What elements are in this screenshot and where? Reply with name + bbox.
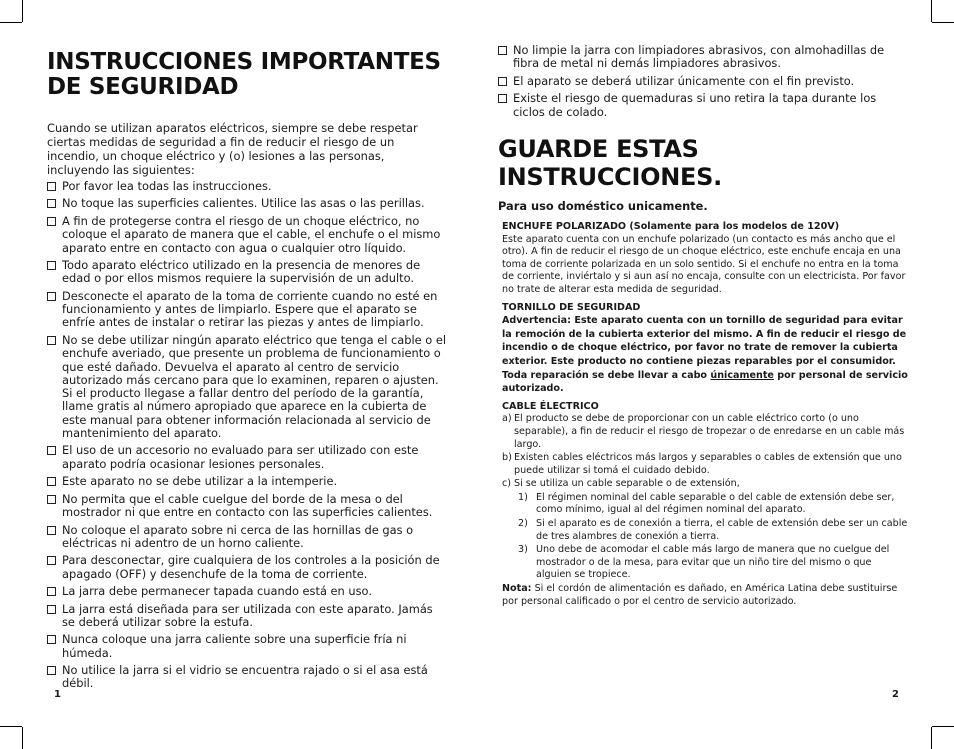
security-screw-heading: TORNILLO DE SEGURIDAD (502, 301, 641, 313)
checkbox-icon (47, 556, 56, 565)
list-item: No limpie la jarra con limpiadores abrasivos, con almohadillas de fibra de metal ni demás limpiadores abrasivos. (498, 44, 908, 71)
list-item: No permita que el cable cuelgue del borde de la mesa o del mostrador ni que entre en contacto con las superficies calientes. (47, 493, 449, 520)
checkbox-icon (498, 77, 507, 86)
checkbox-icon (47, 446, 56, 455)
right-page (498, 44, 908, 213)
list-item: No se debe utilizar ningún aparato eléctrico que tenga el cable o el enchufe averiado, que presente un problema de funcionamiento o que esté dañado. Devuelva el aparato al centro de servicio autorizado más cercano para que lo examinen, reparen o ajusten. Si el producto llegase a fallar dentro del período de la garantía, llame gratis al número apropiado que aparece en la cubierta de este manual para obtener información relacionada al servicio de mantenimiento del aparato. (47, 334, 449, 440)
safety-title-line2: DE SEGURIDAD (47, 74, 239, 100)
checkbox-icon (498, 94, 507, 103)
polarized-plug-heading: ENCHUFE POLARIZADO (Solamente para los modelos de 120V) (502, 221, 840, 232)
security-screw-text: Advertencia: Este aparato cuenta con un tornillo de seguridad para evitar la remoción de la cubierta exterior del mismo. A fin de reducir el riesgo de incendio o de choque eléctrico, por favor no trate de remover la cubierta exterior. Este producto no contiene piezas reparables por el consumidor. Toda reparación se debe llevar a cabo únicamente por personal de servicio autorizado. (502, 315, 908, 395)
list-item: c) Si se utiliza un cable separable o de extensión, (502, 478, 740, 490)
power-cord-heading: CABLE ÉLECTRICO (502, 400, 599, 412)
checkbox-icon (47, 292, 56, 301)
list-item: El aparato se deberá utilizar únicamente con el fin previsto. (498, 75, 908, 88)
checkbox-icon (47, 635, 56, 644)
save-instructions-title: GUARDE ESTAS INSTRUCCIONES. (498, 134, 722, 191)
list-item: La jarra está diseñada para ser utilizada con este aparato. Jamás se deberá utilizar sobre la estufa. (47, 603, 449, 630)
polarized-plug-text: Este aparato cuenta con un enchufe polarizado (un contacto es más ancho que el otro). A fin de reducir el riesgo de un choque eléctrico, este enchufe encaja en una toma de corriente polarizada en un solo sentido. Si el enchufe no entra en la toma de corriente, inviértalo y si aun así no encaja, consulte con un electricista. Por favor no trate de alterar esta medida de seguridad. (502, 233, 906, 295)
list-item: Este aparato no se debe utilizar a la intemperie. (47, 475, 449, 488)
safety-list (47, 180, 449, 691)
list-item: Para desconectar, gire cualquiera de los controles a la posición de apagado (OFF) y desenchufe de la toma de corriente. (47, 554, 449, 581)
page-number-right: 2 (892, 689, 899, 700)
list-item: No utilice la jarra si el vidrio se encuentra rajado o si el asa está débil. (47, 664, 449, 691)
list-item: Existe el riesgo de quemaduras si uno retira la tapa durante los ciclos de colado. (498, 92, 908, 119)
checkbox-icon (47, 477, 56, 486)
crop-mark (931, 727, 932, 749)
power-cord-list (502, 413, 908, 491)
checkbox-icon (47, 495, 56, 504)
checkbox-icon (47, 336, 56, 345)
list-item: 3) Uno debe de acomodar el cable más largo de manera que no cuelgue del mostrador o de la mesa, para evitar que un niño tire del mismo o que alguien se tropiece. (518, 544, 890, 581)
list-item: No toque las superficies calientes. Utilice las asas o las perillas. (47, 197, 449, 210)
list-item: 2) Si el aparato es de conexión a tierra, el cable de extensión debe ser un cable de tres alambres de conexión a tierra. (518, 518, 908, 542)
page-number-left: 1 (54, 689, 61, 700)
checkbox-icon (47, 526, 56, 535)
list-item: Nunca coloque una jarra caliente sobre una superficie fría ni húmeda. (47, 633, 449, 660)
checkbox-icon (47, 587, 56, 596)
list-item: Por favor lea todas las instrucciones. (47, 180, 449, 193)
list-item: El uso de un accesorio no evaluado para ser utilizado con este aparato podría ocasionar lesiones personales. (47, 444, 449, 471)
crop-mark (22, 0, 23, 22)
list-item: La jarra debe permanecer tapada cuando está en uso. (47, 585, 449, 598)
crop-mark (931, 0, 932, 22)
crop-mark (22, 727, 23, 749)
list-item: a) El producto se debe de proporcionar con un cable eléctrico corto (o uno separable), a fin de reducir el riesgo de tropezar o de enredarse en un cable más largo. (502, 413, 905, 450)
safety-list-continued (498, 44, 908, 119)
checkbox-icon (47, 666, 56, 675)
safety-intro: Cuando se utilizan aparatos eléctricos, siempre se debe respetar ciertas medidas de seguridad a fin de reducir el riesgo de un incendio, un choque eléctrico y (o) lesiones a las personas, incluyendo las siguientes: (47, 121, 418, 177)
list-item: A fin de protegerse contra el riesgo de un choque eléctrico, no coloque el aparato de manera que el cable, el enchufe o el mismo aparato entre en contacto con agua o cualquier otro líquido. (47, 215, 449, 255)
latin-america-note: Nota: Si el cordón de alimentación es dañado, en América Latina debe sustituirse por personal calificado o por el centro de servicio autorizado. (502, 583, 898, 607)
list-item: 1) El régimen nominal del cable separable o del cable de extensión debe ser, como mínimo, igual al del régimen nominal del aparato. (518, 491, 895, 516)
list-item: b) Existen cables eléctricos más largos y separables o cables de extensión que uno puede utilizar si tomá el cuidado debido. (502, 452, 902, 476)
household-use-subtitle: Para uso doméstico unicamente. (498, 198, 708, 213)
crop-mark (932, 726, 954, 727)
list-item: Todo aparato eléctrico utilizado en la presencia de menores de edad o por ellos mismos requiere la supervisión de un adulto. (47, 259, 449, 286)
checkbox-icon (498, 46, 507, 55)
checkbox-icon (47, 217, 56, 226)
checkbox-icon (47, 261, 56, 270)
left-page (47, 50, 449, 695)
crop-mark (932, 22, 954, 23)
safety-title-line1: INSTRUCCIONES IMPORTANTES (47, 49, 441, 75)
technical-notes (502, 221, 908, 608)
crop-mark (0, 726, 22, 727)
extension-cord-list (502, 492, 908, 582)
safety-title (47, 50, 449, 100)
list-item: Desconecte el aparato de la toma de corriente cuando no esté en funcionamiento y antes de limpiarlo. Espere que el aparato se enfríe antes de instalar o retirar las piezas y antes de limpiarlo. (47, 290, 449, 330)
checkbox-icon (47, 182, 56, 191)
list-item: No coloque el aparato sobre ni cerca de las hornillas de gas o eléctricas ni adentro de un horno caliente. (47, 524, 449, 551)
checkbox-icon (47, 199, 56, 208)
crop-mark (0, 22, 22, 23)
checkbox-icon (47, 605, 56, 614)
